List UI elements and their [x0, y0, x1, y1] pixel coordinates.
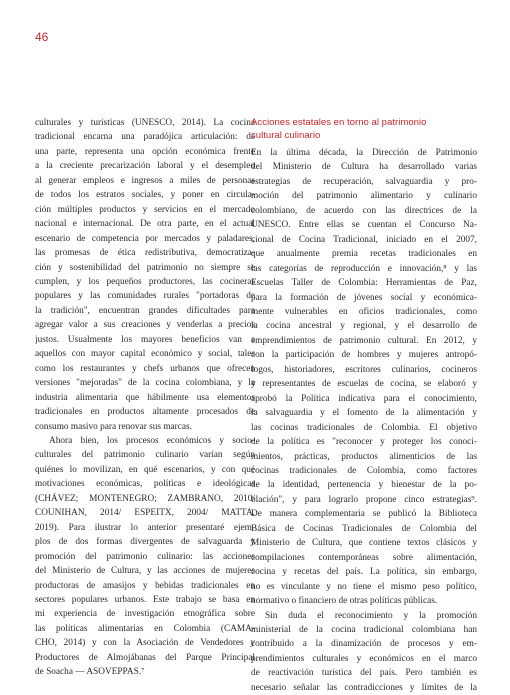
- text-line: culturales del patrimonio culinario varían según: [35, 450, 255, 461]
- text-line: moción del patrimonio alimentario y culinario: [251, 191, 477, 202]
- text-line: las cocinas tradicionales de Colombia. El objetivo: [251, 422, 477, 433]
- text-line: cional de Cocina Tradicional, iniciado en el 2007,: [251, 234, 477, 245]
- text-line: productoras de amasijos y bebidas tradicionales en: [35, 580, 255, 591]
- text-line: De manera complementaria se publicó la Biblioteca: [251, 509, 477, 520]
- text-line: las promesas de ética redistributiva, democratiza-: [35, 248, 255, 259]
- text-line: de Soacha — ASOVEPPAS.⁷: [35, 667, 145, 678]
- text-line: una parte, representa una opción económica frente: [35, 146, 255, 157]
- text-line: con la participación de hombres y mujeres antropó-: [251, 350, 477, 361]
- text-line: de la identidad, pertenencia y bienestar de la po-: [251, 480, 477, 491]
- text-line: motivaciones económicas, políticas e ideológicas: [35, 479, 255, 490]
- text-line: aprobó la Política indicativa para el conocimiento,: [251, 393, 477, 404]
- text-line: Ministerio de Cultura, que contiene textos clásicos y: [251, 538, 477, 549]
- text-line: cocinas tradicionales de Colombia, como factores: [251, 465, 477, 476]
- text-line: industria alimentaria que hábilmente usa elementos: [35, 392, 255, 403]
- text-line: aquellos con mayor capital económico y social, tales: [35, 349, 255, 360]
- text-line: (CHÁVEZ; MONTENEGRO; ZAMBRANO, 2010/: [35, 493, 255, 504]
- text-line: de reactivación turística del país. Pero también es: [251, 668, 477, 679]
- text-line: Sin duda el reconocimiento y la promoción: [265, 610, 477, 621]
- heading-line: Acciones estatales en torno al patrimonio: [251, 117, 427, 128]
- text-line: consumo masivo para renovar sus marcas.: [35, 421, 192, 432]
- left-column: [35, 116, 255, 680]
- text-line: nacional e internacional. De otra parte, en el actual: [35, 219, 255, 230]
- text-line: la tradición", encuentran grandes dificultades para: [35, 305, 255, 316]
- text-line: populares y las comunidades rurales "portadoras de: [35, 291, 255, 302]
- text-line: Productores de Almojábanas del Parque Principal: [35, 652, 255, 663]
- text-line: escenario de competencia por mercados y paladares,: [35, 233, 255, 244]
- text-line: a la creciente precarización laboral y el desempleo: [35, 161, 255, 172]
- text-line: las categorías de reproducción e innovación,⁸ y las: [251, 263, 477, 274]
- text-line: ministerial de la cocina tradicional colombiana han: [251, 624, 477, 635]
- text-line: de todos los estratos sociales, y poner en circula-: [35, 190, 255, 201]
- text-line: compilaciones contemporáneas sobre alimentación,: [251, 552, 477, 563]
- text-line: del Ministerio de Cultura ha desarrollado varias: [251, 162, 477, 173]
- text-line: UNESCO. Entre ellas se cuentan el Concurso Na-: [251, 220, 477, 231]
- text-line: normativo o financiero de otras políticas públicas.: [251, 596, 438, 607]
- text-line: la salvaguardia y el fomento de la alimentación y: [251, 408, 477, 419]
- text-line: de la política es "reconocer y proteger los conoci-: [251, 437, 477, 448]
- text-line: al generar empleos e ingresos a miles de personas: [35, 175, 255, 186]
- text-line: plos de dos formas divergentes de salvaguarda y: [35, 537, 255, 548]
- text-line: necesario señalar las contradicciones y límites de la: [251, 682, 477, 693]
- text-line: culturales y turísticas (UNESCO, 2014). La cocina: [35, 118, 255, 128]
- text-line: Ahora bien, los procesos económicos y socio-: [49, 435, 255, 446]
- text-line: prendimientos culturales y económicos en el marco: [251, 653, 477, 664]
- text-line: Escuelas Taller de Colombia: Herramientas de Paz,: [251, 278, 477, 289]
- section-heading: [251, 116, 477, 142]
- text-line: logos, historiadores, escritores culinarios, cocineros: [251, 364, 477, 375]
- text-line: sectores populares urbanos. Este trabajo se basa en: [35, 594, 255, 605]
- text-line: contribuido a la dinamización de procesos y em-: [251, 639, 477, 650]
- text-line: cumplen, y los pequeños productores, las cocineras: [35, 276, 255, 287]
- text-line: mientos, prácticas, productos alimenticios de las: [251, 451, 477, 462]
- text-line: para la formación de jóvenes social y económica-: [251, 292, 477, 303]
- heading-line: cultural culinario: [251, 130, 321, 141]
- text-line: Básica de Cocinas Tradicionales de Colombia del: [251, 523, 477, 534]
- text-line: del Ministerio de Cultura, y las acciones de mujeres: [35, 566, 255, 577]
- text-line: mi experiencia de investigación etnográfica sobre: [35, 609, 255, 620]
- page-number: 46: [35, 30, 49, 44]
- text-line: tradicional encarna una paradójica articulación: de: [35, 132, 255, 143]
- text-line: no es vinculante y no tiene el mismo peso político,: [251, 581, 477, 592]
- text-line: estrategias de recuperación, salvaguardia y pro-: [251, 176, 477, 187]
- text-line: ción y sostenibilidad del patrimonio no siempre se: [35, 262, 255, 273]
- right-column: [251, 116, 477, 695]
- text-line: ción múltiples productos y servicios en el mercado: [35, 204, 255, 215]
- text-line: versiones "mejoradas" de la cocina colombiana, y la: [35, 378, 255, 389]
- text-line: En la última década, la Dirección de Patrimonio: [251, 148, 477, 158]
- text-line: emprendimientos de patrimonio cultural. En 2012, y: [251, 335, 477, 346]
- text-line: cocina y recetas del país. La política, sin embargo,: [251, 567, 477, 578]
- text-line: las políticas alimentarias en Colombia (CAMA-: [35, 623, 255, 634]
- text-line: promoción del patrimonio culinario: las acciones: [35, 551, 255, 562]
- text-line: CHO, 2014) y con la Asociación de Vendedores y: [35, 638, 255, 649]
- text-line: la cocina ancestral y regional, y el desarrollo de: [251, 321, 477, 332]
- text-line: mente vulnerables en oficios tradicionales, como: [251, 306, 477, 317]
- text-line: 2019). Para ilustrar lo anterior presentaré ejem-: [35, 522, 255, 533]
- text-line: como los restaurantes y chefs urbanos que ofrecen: [35, 363, 255, 374]
- text-line: quiénes lo movilizan, en qué escenarios, y con qué: [35, 464, 255, 475]
- text-line: y representantes de escuelas de cocina, se elaboró y: [251, 379, 477, 390]
- text-line: blación", y para lograrlo propone cinco estrategias⁹.: [251, 494, 477, 505]
- text-line: agregar valor a sus creaciones y venderlas a precios: [35, 320, 255, 331]
- text-line: COUNIHAN, 2014/ ESPEITX, 2004/ MATTA,: [35, 508, 255, 519]
- text-line: que anualmente premia recetas tradicionales en: [251, 249, 477, 260]
- text-line: tradicionales en productos altamente procesados de: [35, 407, 255, 418]
- text-line: justos. Usualmente los mayores beneficios van a: [35, 334, 255, 345]
- text-line: colombiano, de acuerdo con las directrices de la: [251, 205, 477, 216]
